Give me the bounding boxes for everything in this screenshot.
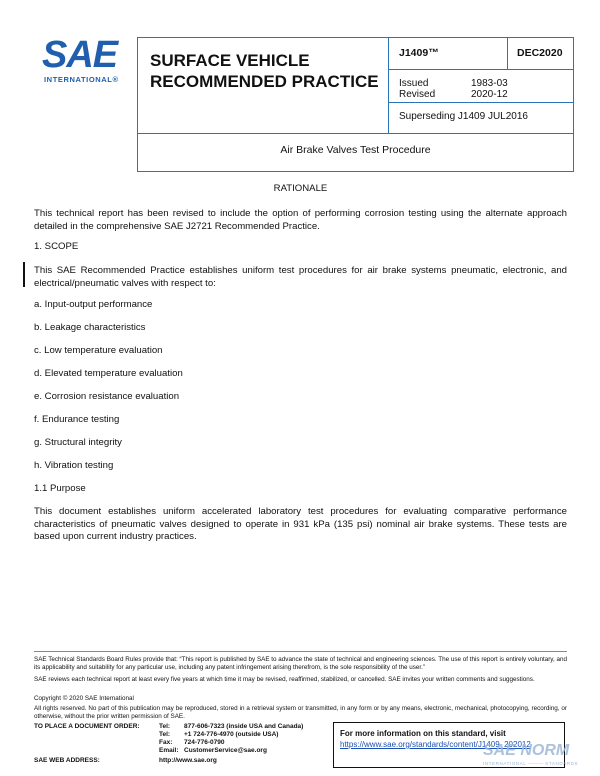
web-label: SAE WEB ADDRESS: bbox=[34, 757, 100, 764]
tel-label: Tel: bbox=[159, 723, 171, 730]
scope-text: This SAE Recommended Practice establishes uniform test procedures for air brake systems pneumatic, electronic, and electrical/pneumatic valves with respect to: bbox=[34, 265, 567, 289]
email-value[interactable]: CustomerService@sae.org bbox=[184, 747, 267, 754]
order-label: TO PLACE A DOCUMENT ORDER: bbox=[34, 723, 140, 730]
info-title: For more information on this standard, visit bbox=[340, 729, 506, 738]
list-item: g. Structural integrity bbox=[34, 437, 122, 448]
list-item: a. Input-output performance bbox=[34, 299, 153, 310]
purpose-text: This document establishes uniform accelerated laboratory test procedures for evaluating comparative performance characteristics of pneumatic valves designed to operate in 931 kPa (135 psi) nominal air brake systems. These tests are based upon current industry practices. bbox=[34, 506, 567, 542]
watermark: SAE NORM bbox=[483, 742, 570, 759]
footer-divider bbox=[34, 651, 567, 652]
list-item: h. Vibration testing bbox=[34, 460, 114, 471]
web-value[interactable]: http://www.sae.org bbox=[159, 757, 217, 764]
issued-label: Issued bbox=[399, 78, 429, 89]
standard-date: DEC2020 bbox=[517, 47, 563, 59]
purpose-heading: 1.1 Purpose bbox=[34, 483, 86, 494]
standard-link[interactable]: https://www.sae.org/standards/content/J1409_202012 bbox=[340, 740, 531, 749]
footer-rules: SAE Technical Standards Board Rules provide that: “This report is published by SAE to advance the state of technical and engineering sciences. The use of this report is entirely voluntary, and its applicability and suitability for any particular use, including any patent infringement arising therefrom, is the sole responsibility of the user.” bbox=[34, 656, 567, 671]
list-item: f. Endurance testing bbox=[34, 414, 120, 425]
footer-review: SAE reviews each technical report at least every five years at which time it may be revised, reaffirmed, stabilized, or cancelled. SAE invites your written comments and suggestions. bbox=[34, 676, 535, 683]
rationale-heading: RATIONALE bbox=[273, 183, 328, 194]
tel2-value: +1 724-776-4970 (outside USA) bbox=[184, 731, 279, 738]
revised-label: Revised bbox=[399, 89, 436, 100]
sae-logo-subtitle: INTERNATIONAL® bbox=[44, 75, 119, 84]
footer-copyright: Copyright © 2020 SAE International bbox=[34, 695, 134, 702]
watermark-subtitle: INTERNATIONAL ——— STANDARDS bbox=[483, 761, 579, 766]
superseding-note: Superseding J1409 JUL2016 bbox=[399, 111, 528, 122]
sae-logo: SAE bbox=[42, 34, 118, 76]
revised-value: 2020-12 bbox=[471, 89, 508, 100]
document-type-line2: RECOMMENDED PRACTICE bbox=[150, 72, 379, 91]
document-title: Air Brake Valves Test Procedure bbox=[280, 144, 431, 156]
document-type bbox=[150, 50, 379, 92]
email-label: Email: bbox=[159, 747, 179, 754]
standard-number: J1409™ bbox=[399, 47, 439, 59]
scope-heading: 1. SCOPE bbox=[34, 241, 79, 252]
rationale-text: This technical report has been revised to include the option of performing corrosion testing using the alternate approach detailed in the comprehensive SAE J2721 Recommended Practice. bbox=[34, 208, 567, 232]
list-item: d. Elevated temperature evaluation bbox=[34, 368, 183, 379]
tel-value: 877-606-7323 (inside USA and Canada) bbox=[184, 723, 304, 730]
document-header bbox=[137, 37, 574, 172]
list-item: e. Corrosion resistance evaluation bbox=[34, 391, 180, 402]
list-item: c. Low temperature evaluation bbox=[34, 345, 163, 356]
tel2-label: Tel: bbox=[159, 731, 171, 738]
fax-label: Fax: bbox=[159, 739, 173, 746]
change-bar bbox=[23, 262, 25, 287]
fax-value: 724-776-0790 bbox=[184, 739, 225, 746]
list-item: b. Leakage characteristics bbox=[34, 322, 146, 333]
issued-value: 1983-03 bbox=[471, 78, 508, 89]
document-type-line1: SURFACE VEHICLE bbox=[150, 51, 310, 70]
footer-rights: All rights reserved. No part of this publication may be reproduced, stored in a retrieval system or transmitted, in any form or by any means, electronic, mechanical, photocopying, recording, or otherwise, without the prior written permission of SAE. bbox=[34, 705, 567, 720]
